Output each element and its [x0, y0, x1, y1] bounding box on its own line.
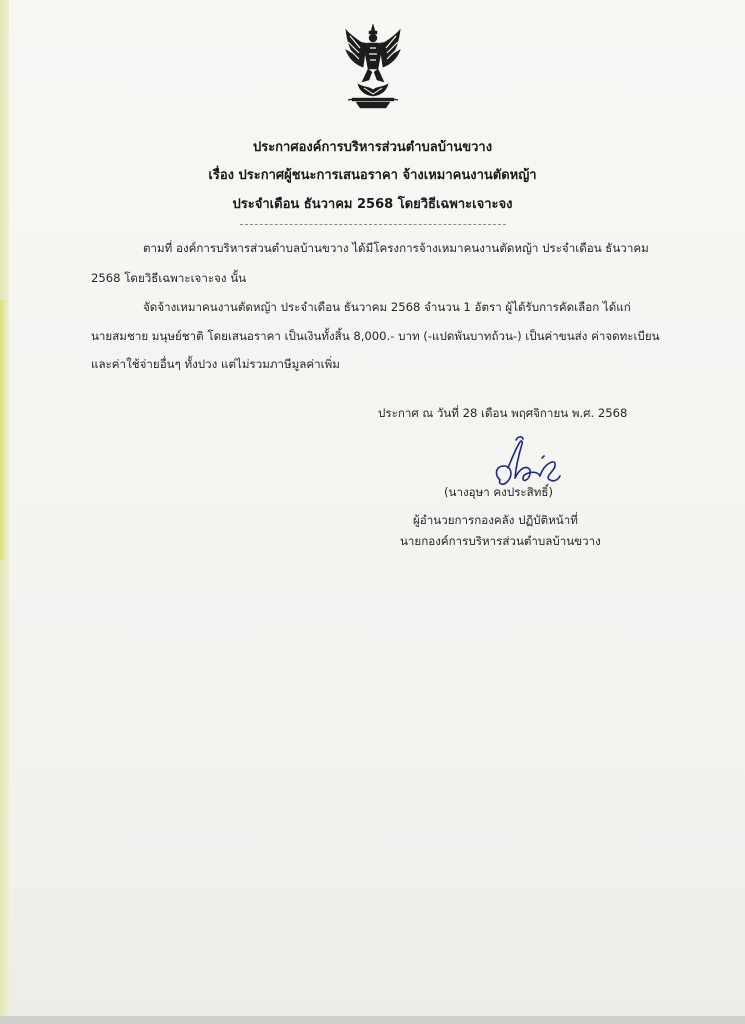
- paragraph-2-line-3: และค่าใช้จ่ายอื่นๆ ทั้งปวง แต่ไม่รวมภาษีมูลค่าเพิ่ม: [91, 357, 340, 371]
- paragraph-1-line-2: 2568 โดยวิธีเฉพาะเจาะจง นั้น: [91, 271, 247, 285]
- announcement-subject: เรื่อง ประกาศผู้ชนะการเสนอราคา จ้างเหมาคนงานตัดหญ้า: [208, 168, 537, 183]
- paragraph-1-line-1: ตามที่ องค์การบริหารส่วนตำบลบ้านขวาง ได้มีโครงการจ้างเหมาคนงานตัดหญ้า ประจำเดือน ธันวาคม: [143, 241, 649, 255]
- paper-bottom-edge: [0, 1016, 745, 1024]
- paragraph-2-line-2: นายสมชาย มนุษย์ชาติ โดยเสนอราคา เป็นเงินทั้งสิ้น 8,000.- บาท (-แปดพันบาทถ้วน-) เป็นค่าขนส่ง ค่าจดทะเบียน: [91, 329, 660, 343]
- paragraph-2-line-1: จัดจ้างเหมาคนงานตัดหญ้า ประจำเดือน ธันวาคม 2568 จำนวน 1 อัตรา ผู้ได้รับการคัดเลือก ได้แก่: [143, 300, 631, 314]
- paper-left-highlight: [0, 300, 7, 560]
- garuda-emblem-icon: [342, 22, 404, 114]
- signatory-position: ผู้อำนวยการกองคลัง ปฏิบัติหน้าที่: [413, 513, 578, 527]
- announcement-title: ประกาศองค์การบริหารส่วนตำบลบ้านขวาง: [252, 140, 493, 155]
- announcement-date: ประกาศ ณ วันที่ 28 เดือน พฤศจิกายน พ.ศ. 2568: [378, 406, 628, 420]
- signatory-acting-title: นายกองค์การบริหารส่วนตำบลบ้านขวาง: [400, 534, 601, 548]
- announcement-period: ประจำเดือน ธันวาคม 2568 โดยวิธีเฉพาะเจาะจง: [232, 197, 513, 212]
- signatory-name: (นางอุษา คงประสิทธิ์): [444, 485, 553, 499]
- header-divider: [240, 224, 506, 225]
